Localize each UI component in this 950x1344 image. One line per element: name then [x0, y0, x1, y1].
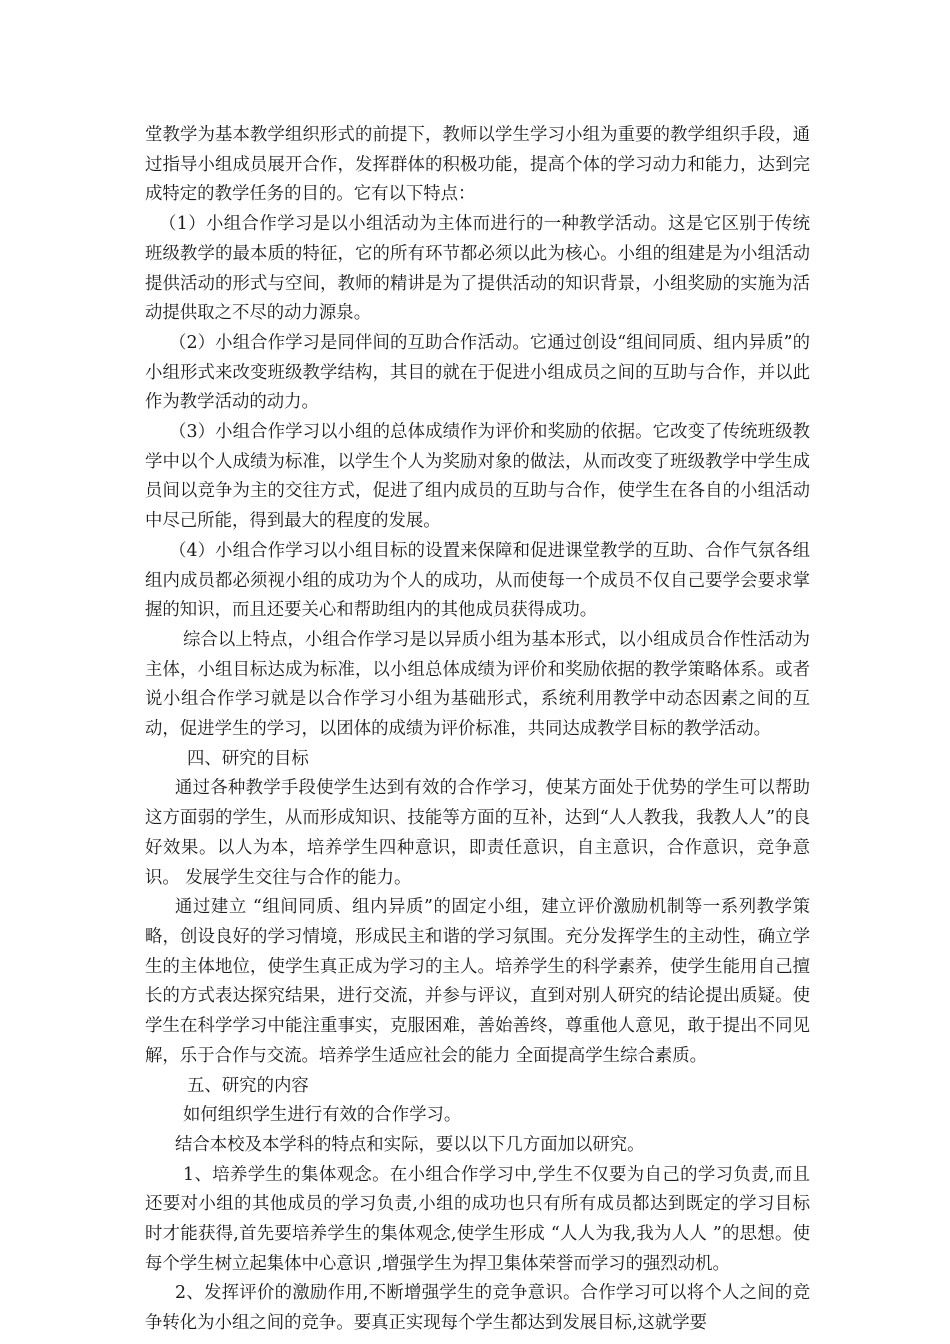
document-page	[145, 121, 810, 1339]
content-paragraph-2: 结合本校及本学科的特点和实际，要以以下几方面加以研究。	[175, 1134, 645, 1155]
feature-4-paragraph: （4）小组合作学习以小组目标的设置来保障和促进课堂教学的互助、合作气氛各组组内成员都必须视小组的成功为个人的成功，从而使每一个成员不仅自己要学会要求掌握的知识，而且还要关心和帮助组内的其他成员获得成功。	[145, 540, 810, 621]
goals-paragraph-2: 通过建立 “组间同质、组内异质”的固定小组，建立评价激励机制等一系列教学策略，创设良好的学习情境，形成民主和谐的学习氛围。充分发挥学生的主动性，确立学生的主体地位，使学生真正成为学习的主人。培养学生的科学素养，使学生能用自己擅长的方式表达探究结果，进行交流，并参与评议，直到对别人研究的结论提出质疑。使学生在科学学习中能注重事实，克服困难，善始善终，尊重他人意见，敢于提出不同见解，乐于合作与交流。培养学生适应社会的能力 全面提高学生综合素质。	[145, 897, 810, 1066]
content-item-2: 2、发挥评价的激励作用,不断增强学生的竞争意识。合作学习可以将个人之间的竞争转化为小组之间的竞争。要真正实现每个学生都达到发展目标,这就学要	[145, 1283, 810, 1334]
content-paragraph-1: 如何组织学生进行有效的合作学习。	[183, 1105, 462, 1126]
feature-2-paragraph: （2）小组合作学习是同伴间的互助合作活动。它通过创设“组间同质、组内异质”的小组形式来改变班级教学结构，其目的就在于促进小组成员之间的互助与合作，并以此作为教学活动的动力。	[145, 332, 810, 413]
section-heading-content: 五、研究的内容	[187, 1075, 309, 1096]
intro-paragraph: 堂教学为基本教学组织形式的前提下，教师以学生学习小组为重要的教学组织手段，通过指导小组成员展开合作，发挥群体的积极功能，提高个体的学习动力和能力，达到完成特定的教学任务的目的。它有以下特点：	[145, 125, 810, 205]
feature-3-paragraph: （3）小组合作学习以小组的总体成绩作为评价和奖励的依据。它改变了传统班级教学中以个人成绩为标准，以学生个人为奖励对象的做法，从而改变了班级教学中学生成员间以竞争为主的交往方式，促进了组内成员的互助与合作，使学生在各自的小组活动中尽己所能，得到最大的程度的发展。	[145, 422, 810, 532]
content-item-1: 1、培养学生的集体观念。在小组合作学习中,学生不仅要为自己的学习负责,而且还要对小组的其他成员的学习负责,小组的成功也只有所有成员都达到既定的学习目标时才能获得,首先要培养学生的集体观念,使学生形成 “人人为我,我为人人 ”的思想。使每个学生树立起集体中心意识 ,增强学生为捍卫集体荣誉而学习的强烈动机。	[145, 1164, 810, 1274]
summary-paragraph: 综合以上特点，小组合作学习是以异质小组为基本形式，以小组成员合作性活动为主体，小组目标达成为标准，以小组总体成绩为评价和奖励依据的教学策略体系。或者说小组合作学习就是以合作学习小组为基础形式，系统利用教学中动态因素之间的互动，促进学生的学习，以团体的成绩为评价标准，共同达成教学目标的教学活动。	[145, 629, 810, 740]
feature-1-paragraph: （1）小组合作学习是以小组活动为主体而进行的一种教学活动。这是它区别于传统班级教学的最本质的特征，它的所有环节都必须以此为核心。小组的组建是为小组活动提供活动的形式与空间，教师的精讲是为了提供活动的知识背景，小组奖励的实施为活动提供取之不尽的动力源泉。	[145, 214, 810, 324]
section-heading-goals: 四、研究的目标	[187, 748, 309, 769]
goals-paragraph-1: 通过各种教学手段使学生达到有效的合作学习，使某方面处于优势的学生可以帮助这方面弱的学生，从而形成知识、技能等方面的互补，达到“人人教我，我教人人”的良好效果。以人为本，培养学生四种意识，即责任意识，自主意识，合作意识，竞争意识。 发展学生交往与合作的能力。	[145, 778, 810, 888]
